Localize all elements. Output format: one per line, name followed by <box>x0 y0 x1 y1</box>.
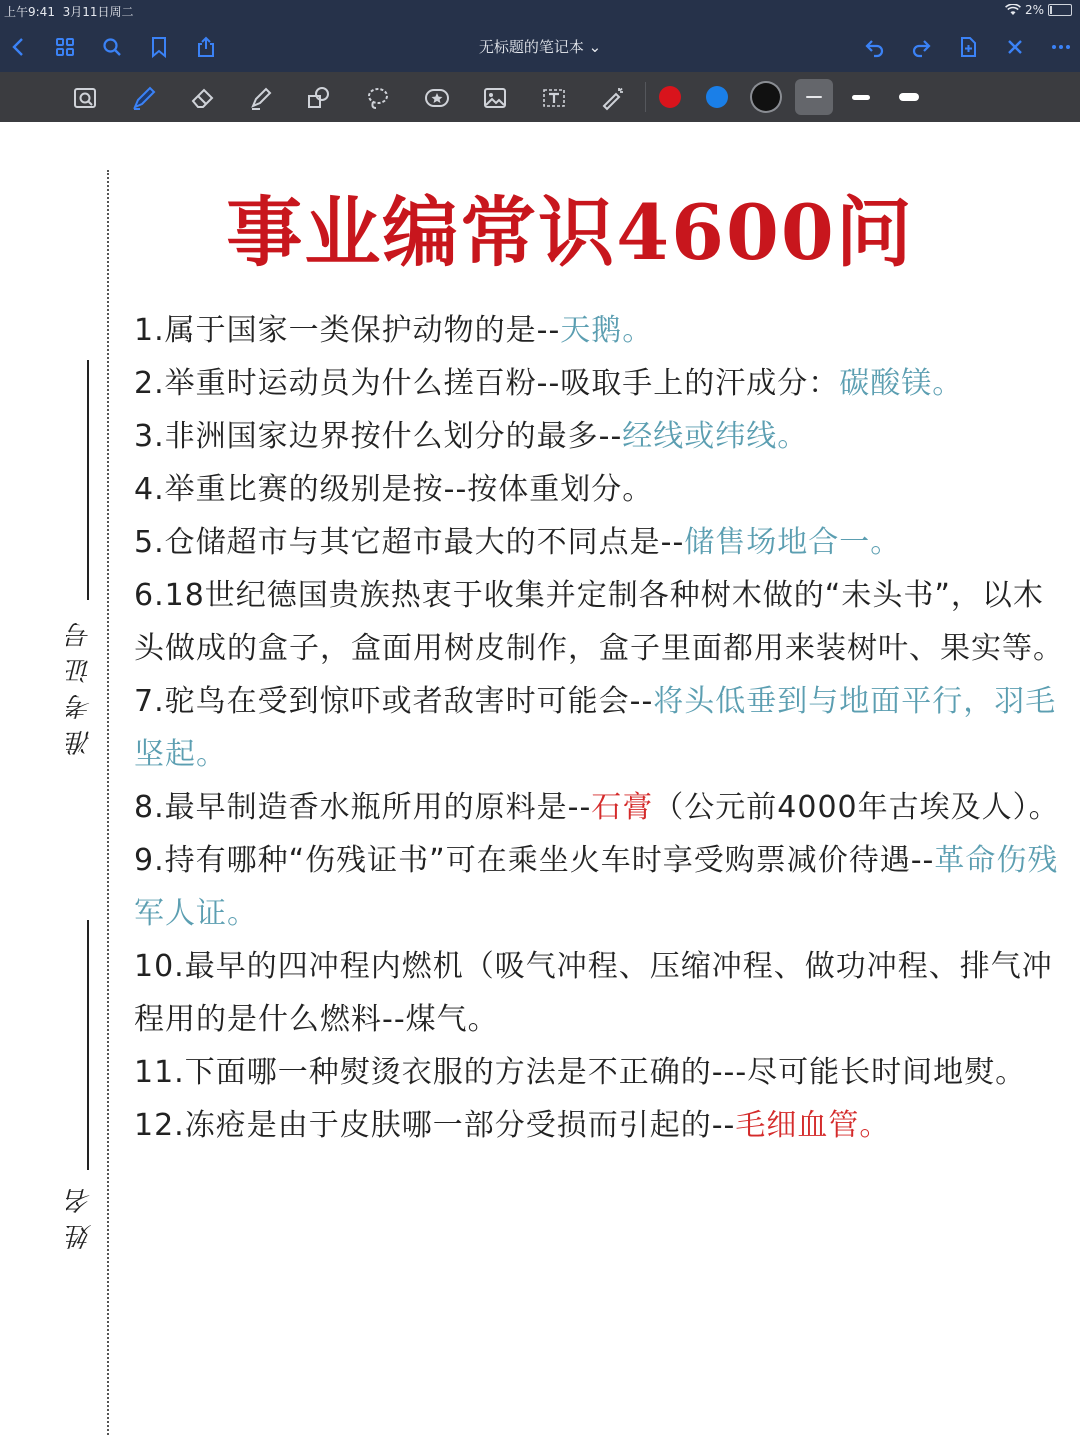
highlighter-tool-icon[interactable] <box>244 81 278 115</box>
battery-percent: 2% <box>1024 3 1044 17</box>
color-swatch-blue[interactable] <box>706 86 728 108</box>
status-right <box>1005 3 1072 17</box>
color-swatch-red[interactable] <box>659 86 681 108</box>
question-item <box>134 834 1064 940</box>
color-swatch-black-selected[interactable] <box>752 83 780 111</box>
text-tool-icon[interactable] <box>537 81 571 115</box>
question-list <box>134 304 1064 1152</box>
eraser-tool-icon[interactable] <box>186 81 220 115</box>
document-title: 事业编常识4600问 <box>226 188 914 277</box>
stroke-thin-icon <box>806 96 822 98</box>
redo-icon[interactable] <box>906 32 936 62</box>
answer-text: 天鹅。 <box>560 313 654 348</box>
sticker-tool-icon[interactable] <box>420 81 454 115</box>
question-text: 5.仓储超市与其它超市最大的不同点是-- <box>134 525 685 560</box>
more-icon[interactable] <box>1046 32 1076 62</box>
question-item <box>134 675 1064 781</box>
battery-icon <box>1048 4 1072 16</box>
binding-dotted-line <box>107 170 109 1435</box>
status-date: 3月11日周二 <box>62 5 134 19</box>
close-icon[interactable] <box>1000 32 1030 62</box>
stroke-width-medium[interactable] <box>842 79 880 115</box>
status-time: 上午9:41 <box>4 5 55 19</box>
question-item <box>134 410 1064 463</box>
answer-text: 碳酸镁。 <box>839 366 964 401</box>
exam-id-write-line <box>87 360 89 600</box>
answer-text: 储售场地合一。 <box>684 525 902 560</box>
stroke-medium-icon <box>852 95 870 100</box>
name-write-line <box>87 920 89 1170</box>
name-label: 姓名 <box>66 1178 96 1250</box>
answer-text: 毛细血管。 <box>735 1108 891 1143</box>
question-text: 4.举重比赛的级别是按--按体重划分。 <box>134 472 654 507</box>
answer-text: 经线或纬线。 <box>622 419 809 454</box>
question-text: 10.最早的四冲程内燃机（吸气冲程、压缩冲程、做功冲程、排气冲程用的是什么燃料--煤气。 <box>134 949 1053 1037</box>
answer-text: 石膏 <box>591 790 654 825</box>
question-item <box>134 357 1064 410</box>
drawing-toolbar <box>0 72 1080 122</box>
answer-note: （公元前4000年古埃及人）。 <box>653 790 1060 825</box>
notebook-title[interactable]: 无标题的笔记本 ⌄ <box>478 38 602 56</box>
undo-icon[interactable] <box>860 32 890 62</box>
stroke-thick-icon <box>899 93 919 101</box>
toolbar-divider <box>645 82 646 112</box>
exam-id-label: 准考证号 <box>66 612 96 756</box>
question-item <box>134 1046 1064 1099</box>
question-item <box>134 569 1064 675</box>
question-text: 9.持有哪种“伤残证书”可在乘坐火车时享受购票减价待遇-- <box>134 843 935 878</box>
image-tool-icon[interactable] <box>478 81 512 115</box>
question-item <box>134 304 1064 357</box>
answer-text: 革命伤残军人证。 <box>134 843 1059 931</box>
add-page-icon[interactable] <box>953 32 983 62</box>
question-text: 1.属于国家一类保护动物的是-- <box>134 313 561 348</box>
question-text: 3.非洲国家边界按什么划分的最多-- <box>134 419 623 454</box>
question-text: 11.下面哪一种熨烫衣服的方法是不正确的---尽可能长时间地熨。 <box>134 1055 1027 1090</box>
stroke-width-thick[interactable] <box>890 79 928 115</box>
pen-tool-icon[interactable] <box>127 81 161 115</box>
question-text: 8.最早制造香水瓶所用的原料是-- <box>134 790 592 825</box>
question-text: 6.18世纪德国贵族热衷于收集并定制各种树木做的“未头书”，以木头做成的盒子，盒面用树皮制作，盒子里面都用来装树叶、果实等。 <box>134 578 1064 666</box>
question-item <box>134 463 1064 516</box>
question-item <box>134 516 1064 569</box>
question-item <box>134 1099 1064 1152</box>
status-bar <box>0 0 1080 22</box>
wifi-icon <box>1005 4 1021 16</box>
answer-text: 将头低垂到与地面平行，羽毛坚起。 <box>134 684 1057 772</box>
question-item <box>134 781 1064 834</box>
question-item <box>134 940 1064 1046</box>
zoom-window-icon[interactable] <box>68 81 102 115</box>
nav-bar <box>0 22 1080 72</box>
question-text: 7.驼鸟在受到惊吓或者敌害时可能会-- <box>134 684 654 719</box>
question-text: 2.举重时运动员为什么搓百粉--吸取手上的汗成分： <box>134 366 840 401</box>
stroke-width-thin[interactable] <box>795 79 833 115</box>
lasso-tool-icon[interactable] <box>361 81 395 115</box>
shapes-tool-icon[interactable] <box>302 81 336 115</box>
question-text: 12.冻疮是由于皮肤哪一部分受损而引起的-- <box>134 1108 736 1143</box>
status-time-date <box>4 3 134 20</box>
laser-pointer-icon[interactable] <box>596 81 630 115</box>
